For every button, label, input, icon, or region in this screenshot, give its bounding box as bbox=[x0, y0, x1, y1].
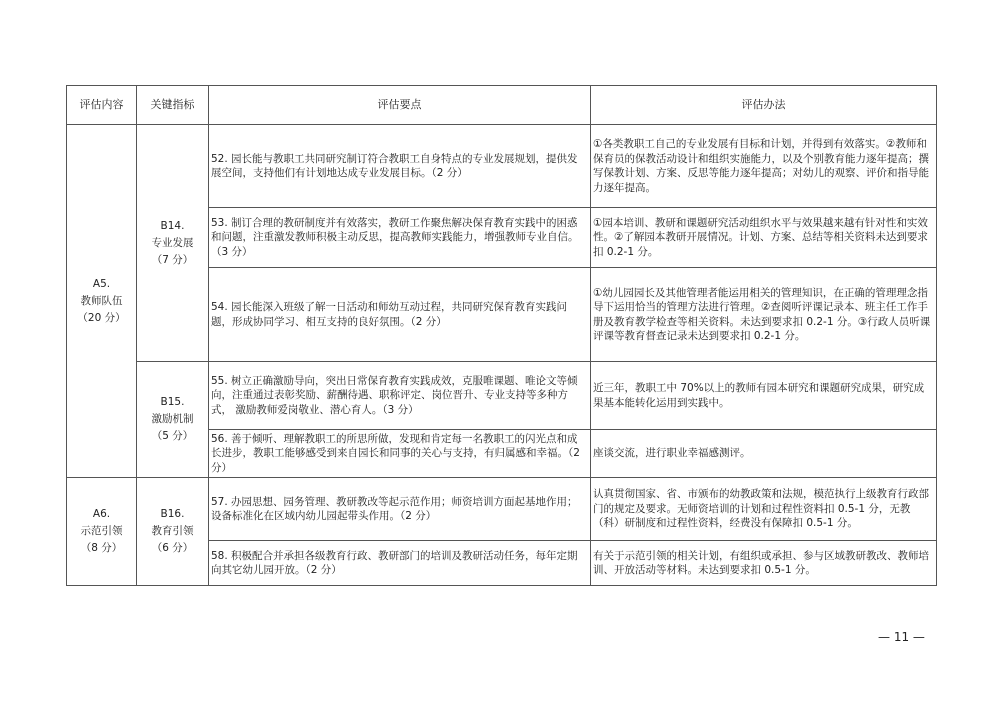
method-56: 座谈交流，进行职业幸福感测评。 bbox=[591, 430, 937, 478]
header-method: 评估办法 bbox=[591, 86, 937, 125]
point-53: 53. 制订合理的教研制度并有效落实，教研工作聚焦解决保育教育实践中的困惑和问题，注重激发教师积极主动反思，提高教师实践能力，增强教师专业自信。（3 分） bbox=[209, 208, 591, 268]
indicator-name: 专业发展 bbox=[151, 236, 194, 249]
indicator-score: （6 分） bbox=[151, 542, 194, 554]
point-56: 56. 善于倾听、理解教职工的所思所做，发现和肯定每一名教职工的闪光点和成长进步，教职工能够感受到来自园长和同事的关心与支持，有归属感和幸福。（2 分） bbox=[209, 430, 591, 478]
method-58: 有关于示范引领的相关计划，有组织或承担、参与区域教研教改、教师培训、开放活动等材料。未达到要求扣 0.5-1 分。 bbox=[591, 541, 937, 586]
indicator-name: 教育引领 bbox=[151, 525, 194, 537]
header-row bbox=[67, 86, 937, 125]
point-52: 52. 园长能与教职工共同研究制订符合教职工自身特点的专业发展规划，提供发展空间，支持他们有计划地达成专业发展目标。（2 分） bbox=[209, 125, 591, 208]
indicator-b14 bbox=[137, 125, 209, 362]
group-name: 示范引领 bbox=[80, 525, 123, 537]
indicator-score: （7 分） bbox=[151, 253, 194, 266]
group-score: （8 分） bbox=[80, 542, 123, 554]
indicator-score: （5 分） bbox=[151, 430, 194, 442]
method-53: ①园本培训、教研和课题研究活动组织水平与效果越来越有针对性和实效性。②了解园本教研开展情况。计划、方案、总结等相关资料未达到要求扣 0.2-1 分。 bbox=[591, 208, 937, 268]
point-55: 55. 树立正确激励导向，突出日常保育教育实践成效，克服唯课题、唯论文等倾向，注重通过表彰奖励、薪酬待遇、职称评定、岗位晋升、专业支持等多种方式， 激励教师爱岗敬业、潜心育人。（3 分） bbox=[209, 362, 591, 430]
page-number: — 11 — bbox=[878, 630, 925, 644]
table-row bbox=[67, 362, 937, 430]
group-code: A6. bbox=[92, 508, 111, 520]
indicator-code: B16. bbox=[160, 508, 185, 520]
indicator-b15 bbox=[137, 362, 209, 478]
group-score: （20 分） bbox=[77, 311, 126, 324]
header-indicator: 关键指标 bbox=[137, 86, 209, 125]
method-55: 近三年，教职工中 70%以上的教师有园本研究和课题研究成果，研究成果基本能转化运用到实践中。 bbox=[591, 362, 937, 430]
point-58: 58. 积极配合并承担各级教育行政、教研部门的培训及教研活动任务，每年定期向其它幼儿园开放。（2 分） bbox=[209, 541, 591, 586]
method-52: ①各类教职工自己的专业发展有目标和计划，并得到有效落实。②教师和保育员的保教活动设计和组织实施能力，以及个别教育能力逐年提高；撰写保教计划、方案、反思等能力逐年提高；对幼儿的观察、评价和指导能力逐年提高。 bbox=[591, 125, 937, 208]
point-54: 54. 园长能深入班级了解一日活动和师幼互动过程，共同研究保育教育实践问题，形成协同学习、相互支持的良好氛围。（2 分） bbox=[209, 268, 591, 362]
group-a6 bbox=[67, 478, 137, 586]
table-row bbox=[67, 125, 937, 208]
indicator-code: B15. bbox=[160, 396, 185, 408]
group-code: A5. bbox=[92, 277, 111, 290]
group-a5 bbox=[67, 125, 137, 478]
header-points: 评估要点 bbox=[209, 86, 591, 125]
evaluation-table bbox=[66, 85, 937, 586]
header-content: 评估内容 bbox=[67, 86, 137, 125]
indicator-b16 bbox=[137, 478, 209, 586]
method-54: ①幼儿园园长及其他管理者能运用相关的管理知识，在正确的管理理念指导下运用恰当的管理方法进行管理。②查阅听评课记录本、班主任工作手册及教育教学检查等相关资料。未达到要求扣 0.2-1 分。③行政人员听课评课等教育督查记录未达到要求扣 0.2-1 分。 bbox=[591, 268, 937, 362]
group-name: 教师队伍 bbox=[80, 294, 123, 307]
method-57: 认真贯彻国家、省、市颁布的幼教政策和法规，模范执行上级教育行政部门的规定及要求。无师资培训的计划和过程性资料扣 0.5-1 分，无教（科）研制度和过程性资料，经费没有保障扣 0.5-1 分。 bbox=[591, 478, 937, 541]
point-57: 57. 办园思想、园务管理、教研教改等起示范作用；师资培训方面起基地作用；设备标准化在区域内幼儿园起带头作用。（2 分） bbox=[209, 478, 591, 541]
indicator-name: 激励机制 bbox=[151, 413, 194, 425]
table-row bbox=[67, 478, 937, 541]
indicator-code: B14. bbox=[160, 219, 185, 232]
